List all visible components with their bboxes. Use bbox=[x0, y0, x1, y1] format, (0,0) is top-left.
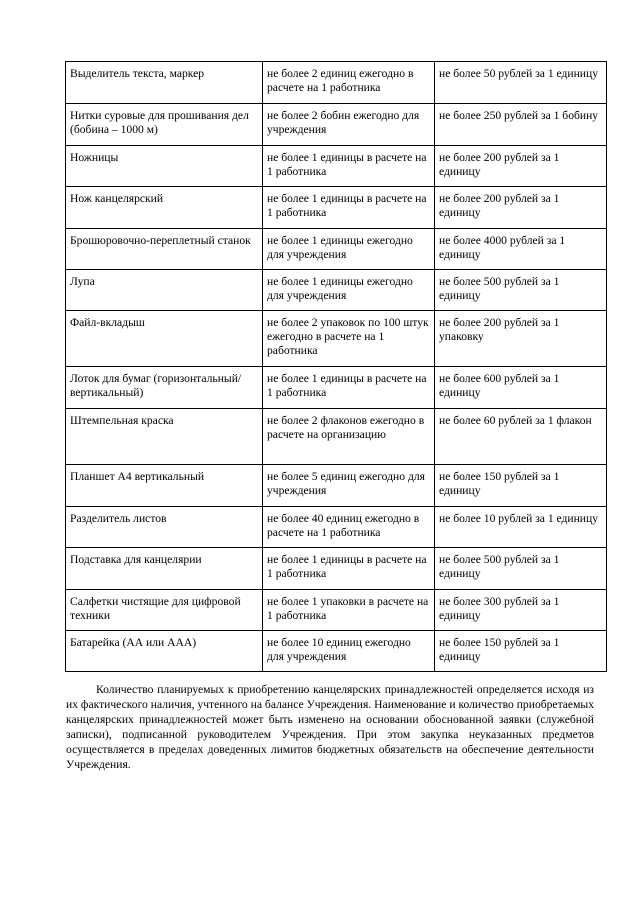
table-row bbox=[66, 548, 607, 590]
item-name-cell: Штемпельная краска bbox=[66, 409, 263, 465]
table-row bbox=[66, 229, 607, 270]
supplies-table bbox=[65, 61, 607, 672]
item-price-cell: не более 60 рублей за 1 флакон bbox=[435, 409, 607, 465]
item-price-cell: не более 200 рублей за 1 единицу bbox=[435, 187, 607, 229]
item-price-cell: не более 150 рублей за 1 единицу bbox=[435, 631, 607, 672]
item-quantity-cell: не более 10 единиц ежегодно для учреждения bbox=[263, 631, 435, 672]
item-name-cell: Лупа bbox=[66, 270, 263, 311]
item-price-cell: не более 250 рублей за 1 бобину bbox=[435, 104, 607, 146]
item-quantity-cell: не более 1 единицы в расчете на 1 работника bbox=[263, 146, 435, 187]
item-quantity-cell: не более 1 единицы в расчете на 1 работника bbox=[263, 367, 435, 409]
table-row bbox=[66, 507, 607, 548]
item-quantity-cell: не более 1 единицы ежегодно для учреждения bbox=[263, 270, 435, 311]
table-row bbox=[66, 590, 607, 631]
table-row bbox=[66, 631, 607, 672]
item-quantity-cell: не более 2 флаконов ежегодно в расчете на организацию bbox=[263, 409, 435, 465]
item-name-cell: Файл-вкладыш bbox=[66, 311, 263, 367]
item-price-cell: не более 150 рублей за 1 единицу bbox=[435, 465, 607, 507]
item-price-cell: не более 200 рублей за 1 упаковку bbox=[435, 311, 607, 367]
item-name-cell: Нож канцелярский bbox=[66, 187, 263, 229]
item-price-cell: не более 300 рублей за 1 единицу bbox=[435, 590, 607, 631]
item-name-cell: Лоток для бумаг (горизонтальный/вертикальный) bbox=[66, 367, 263, 409]
item-quantity-cell: не более 1 единицы ежегодно для учреждения bbox=[263, 229, 435, 270]
item-name-cell: Нитки суровые для прошивания дел (бобина – 1000 м) bbox=[66, 104, 263, 146]
item-name-cell: Разделитель листов bbox=[66, 507, 263, 548]
item-quantity-cell: не более 2 упаковок по 100 штук ежегодно в расчете на 1 работника bbox=[263, 311, 435, 367]
item-price-cell: не более 4000 рублей за 1 единицу bbox=[435, 229, 607, 270]
item-price-cell: не более 500 рублей за 1 единицу bbox=[435, 548, 607, 590]
table-row bbox=[66, 104, 607, 146]
item-name-cell: Салфетки чистящие для цифровой техники bbox=[66, 590, 263, 631]
item-name-cell: Батарейка (АА или ААА) bbox=[66, 631, 263, 672]
table-row bbox=[66, 465, 607, 507]
item-price-cell: не более 50 рублей за 1 единицу bbox=[435, 62, 607, 104]
body-paragraph: Количество планируемых к приобретению канцелярских принадлежностей определяется исходя из их фактического наличия, учтенного на балансе Учреждения. Наименование и количество приобретаемых канцелярских принадлежностей может быть изменено на основании обоснованной заявки (служебной записки), подписанной руководителем Учреждения. При этом закупка неуказанных предметов осуществляется в пределах доведенных лимитов бюджетных обязательств на обеспечение деятельности Учреждения. bbox=[66, 683, 594, 771]
item-name-cell: Планшет А4 вертикальный bbox=[66, 465, 263, 507]
table-row bbox=[66, 270, 607, 311]
item-quantity-cell: не более 1 единицы в расчете на 1 работника bbox=[263, 548, 435, 590]
item-quantity-cell: не более 2 бобин ежегодно для учреждения bbox=[263, 104, 435, 146]
item-price-cell: не более 600 рублей за 1 единицу bbox=[435, 367, 607, 409]
item-price-cell: не более 500 рублей за 1 единицу bbox=[435, 270, 607, 311]
item-quantity-cell: не более 1 единицы в расчете на 1 работника bbox=[263, 187, 435, 229]
item-quantity-cell: не более 2 единиц ежегодно в расчете на 1 работника bbox=[263, 62, 435, 104]
table-row bbox=[66, 62, 607, 104]
table-row bbox=[66, 187, 607, 229]
item-quantity-cell: не более 5 единиц ежегодно для учреждения bbox=[263, 465, 435, 507]
item-name-cell: Ножницы bbox=[66, 146, 263, 187]
table-row bbox=[66, 146, 607, 187]
item-name-cell: Брошюровочно-переплетный станок bbox=[66, 229, 263, 270]
item-name-cell: Подставка для канцелярии bbox=[66, 548, 263, 590]
table-row bbox=[66, 311, 607, 367]
item-price-cell: не более 10 рублей за 1 единицу bbox=[435, 507, 607, 548]
item-quantity-cell: не более 1 упаковки в расчете на 1 работника bbox=[263, 590, 435, 631]
item-quantity-cell: не более 40 единиц ежегодно в расчете на 1 работника bbox=[263, 507, 435, 548]
item-price-cell: не более 200 рублей за 1 единицу bbox=[435, 146, 607, 187]
item-name-cell: Выделитель текста, маркер bbox=[66, 62, 263, 104]
table-row bbox=[66, 409, 607, 465]
table-row bbox=[66, 367, 607, 409]
